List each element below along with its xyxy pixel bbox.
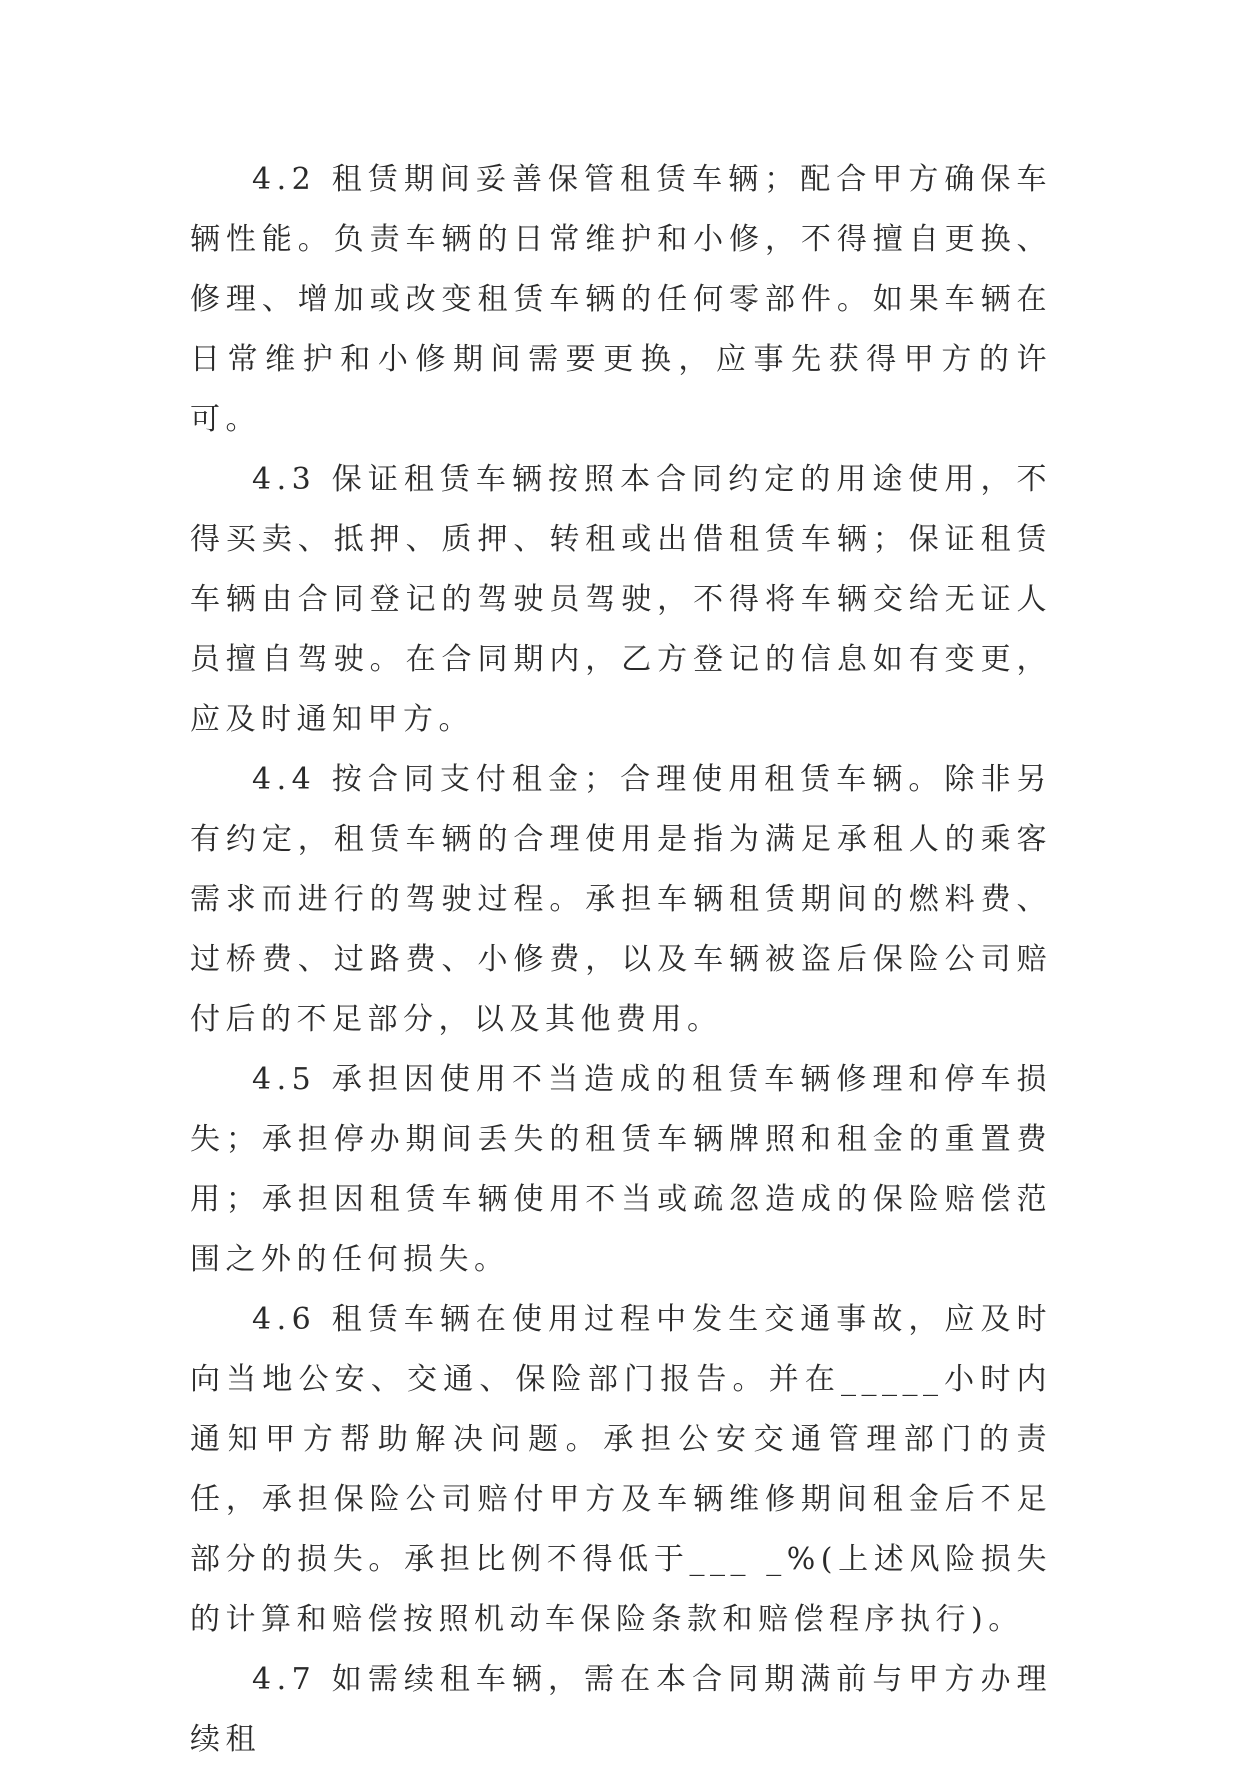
clause-4-3: 4.3 保证租赁车辆按照本合同约定的用途使用，不得买卖、抵押、质押、转租或出借租赁车辆；保证租赁车辆由合同登记的驾驶员驾驶，不得将车辆交给无证人员擅自驾驶。在合同期内，乙方登记的信息如有变更，应及时通知甲方。 <box>190 462 1052 737</box>
document-body <box>190 150 1052 1770</box>
clause-4-6: 4.6 租赁车辆在使用过程中发生交通事故，应及时向当地公安、交通、保险部门报告。并在_____小时内通知甲方帮助解决问题。承担公安交通管理部门的责任，承担保险公司赔付甲方及车辆维修期间租金后不足部分的损失。承担比例不得低于___ _%(上述风险损失的计算和赔偿按照机动车保险条款和赔偿程序执行)。 <box>190 1302 1052 1637</box>
clause-4-2: 4.2 租赁期间妥善保管租赁车辆；配合甲方确保车辆性能。负责车辆的日常维护和小修，不得擅自更换、修理、增加或改变租赁车辆的任何零部件。如果车辆在日常维护和小修期间需要更换，应事先获得甲方的许可。 <box>190 162 1052 437</box>
clause-4-7: 4.7 如需续租车辆，需在本合同期满前与甲方办理续租 <box>190 1662 1052 1757</box>
clause-4-4: 4.4 按合同支付租金；合理使用租赁车辆。除非另有约定，租赁车辆的合理使用是指为满足承租人的乘客需求而进行的驾驶过程。承担车辆租赁期间的燃料费、过桥费、过路费、小修费，以及车辆被盗后保险公司赔付后的不足部分，以及其他费用。 <box>190 762 1052 1037</box>
clause-4-5: 4.5 承担因使用不当造成的租赁车辆修理和停车损失；承担停办期间丢失的租赁车辆牌照和租金的重置费用；承担因租赁车辆使用不当或疏忽造成的保险赔偿范围之外的任何损失。 <box>190 1062 1052 1277</box>
